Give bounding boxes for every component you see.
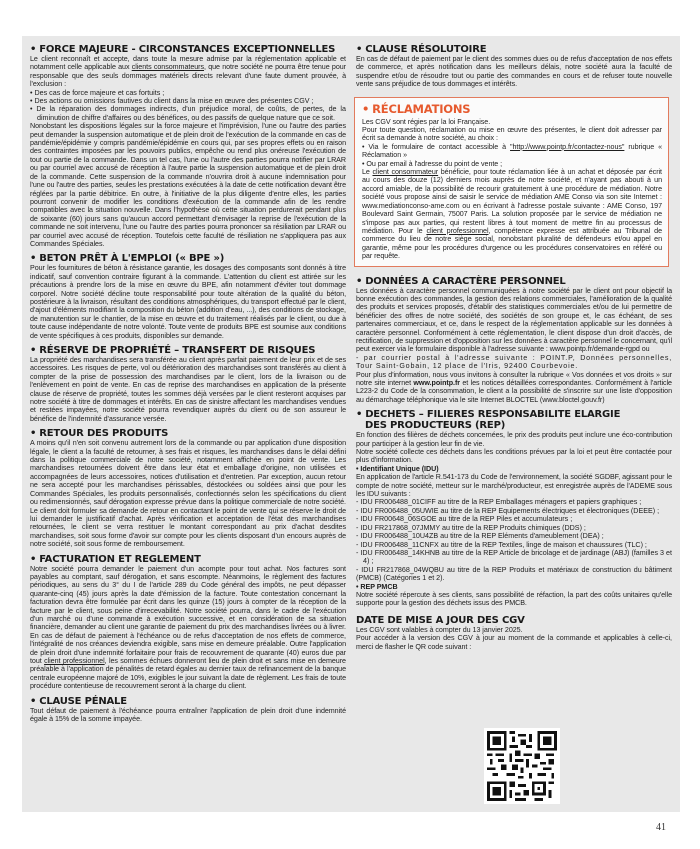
section-body: Pour plus d'information, nous vous invitons à consulter la rubrique « Vos données et vos droits » sur notre site internet www.pointp.fr et les notices détaillées correspondantes. Conformément à l'article L223-2 du Code de la consommation, le client a la possibilité de s'inscrire sur une liste d'opposition au démarchage téléphonique via le site Internet BLOCTEL (www.bloctel.gouv.fr)	[356, 370, 672, 404]
list-item: - IDU FR006488_01CIFF au titre de la REP Emballages ménagers et papiers graphiques ;	[356, 498, 642, 507]
link-client-professionnel[interactable]: client professionnel	[426, 226, 489, 235]
pmcb-body: Notre société répercute à ses clients, sans possibilité de réfaction, la part des coûts unitaires qu'elle supporte pour la gestion des déchets issus des PMCB.	[356, 590, 672, 608]
idu-list	[356, 498, 672, 582]
pmcb-heading: • REP PMCB	[356, 582, 398, 591]
section-body: Notre société collecte ces déchets dans les conditions prévues par la loi et peut être contactée pour plus d'information.	[356, 448, 672, 465]
section-body: Notre société pourra demander le paiement d'un acompte pour tout achat. Nos factures sont payables au comptant, sauf dérogation, et sans escompte. Néanmoins, le règlement des factures périodiques, au sens du 3° du I de l'article 289 du Code général des impôts, ne peut dépasser quarante-cinq (45) jours après la date d'émission de la facture. Toute contestation concernant la facturation devra être formulée par écrit dans les quinze (15) jours à compter de la réception de la facture par le client, sous peine d'irrecevabilité. Notre société pourra, dans le cadre de l'exécution d'un marché ou d'une commande à exécution successive, et en considération de sa situation financière, demander au client une garantie de paiement du prix des marchandises livrées ou à livrer. En cas de défaut de paiement à l'échéance ou de refus d'acceptation de nos effets de commerce, l'intégralité de nos créances deviendra exigible, sans mise en demeure préalable. Outre l'application de plein droit d'une indemnité forfaitaire pour frais de recouvrement de quarante (40) euros due par tout client professionnel, les sommes échues donneront lieu de plein droit et sans mise en demeure préalable à l'application de pénalités de retard égales au dernier taux de refinancement de la banque centrale européenne majoré de 10%, exigibles le jour suivant la date de règlement. Les frais de toute procédure contentieuse de recouvrement seront à la charge du client.	[30, 564, 346, 691]
section-dechets-rep	[356, 409, 672, 608]
section-mise-a-jour	[356, 615, 672, 651]
link-pointp-site[interactable]: www.pointp.fr	[413, 379, 461, 387]
exclusions-list	[30, 89, 346, 123]
section-force-majeure	[30, 44, 346, 248]
reclamations-box	[354, 97, 669, 267]
link-client-consommateur[interactable]: client consommateur	[372, 168, 439, 177]
right-column	[356, 44, 672, 656]
reclamations-body: Le client consommateur bénéficie, pour toute réclamation liée à un achat et déposée par écrit au cours des douze (12) derniers mois auprès de notre société, et n'ayant pas abouti à un accord amiable, de la possibilité de recourir gratuitement à une procédure de médiation. Notre société vous propose ainsi de saisir le service de médiation AME Conso via son site Internet : www.mediationconso-ame.com ou en écrivant à l'adresse postale suivante : AME Conso, 197 Boulevard Saint Germain, 75007 Paris. La solution proposée par le service de médiation ne s'impose pas aux parties, qui restent libres à tout moment de mettre fin au processus de médiation. Pour le client professionnel, compétence expresse est attribuée au Tribunal de commerce du lieu de notre siège social, nonobstant pluralité de défendeurs et/ou appel en garantie, même pour les procédures d'urgence ou les procédures conservatoires en référé ou par requête.	[362, 168, 662, 261]
section-title: • DECHETS – FILIERES RESPONSABILITE ELARGIE DES PRODUCTEURS (REP)	[356, 409, 621, 432]
qr-code-icon[interactable]	[484, 728, 560, 804]
section-clause-penale	[30, 696, 346, 724]
list-item: - IDU FR217868_07JMMY au titre de la REP Produits chimiques (DDS) ;	[356, 523, 586, 532]
reclamations-line: Pour toute question, réclamation ou mise en œuvre des présentes, le client doit adresser par écrit sa demande à notre société, au choix :	[362, 126, 662, 143]
section-body: La propriété des marchandises sera transférée au client après parfait paiement de leur prix et de ses accessoires. Les risques de perte, vol ou détérioration des marchandises sont transférés au client à compter de la prise de possession des marchandises par le client, lors de la livraison ou de l'enlèvement en point de vente. En cas de reprise des marchandises en application de la présente clause de réserve de propriété, toutes les sommes déjà versées par le client resteront acquises par notre société à titre de dommages et intérêts. En cas de sinistre affectant les marchandises vendues et restées impayées, notre société pourra revendiquer auprès du client ou de son assureur le bénéfice de l'indemnité d'assurance versée.	[30, 356, 346, 423]
reclamations-item: • Ou par email à l'adresse du point de vente ;	[362, 159, 503, 168]
section-body: En cas de défaut de paiement par le client des sommes dues ou de refus d'acceptation de nos effets de commerce, et après notification dans les meilleurs délais, notre société aura la faculté de suspendre et/ou de résoudre tout ou partie des commandes en cours et de refuser toute nouvelle vente sans préjudice de tous dommages et intérêts.	[356, 55, 672, 89]
list-item: - IDU FR006488_11CNFX au titre de la REP Textiles, linge de maison et chaussures (TLC) ;	[356, 540, 647, 549]
section-body: Tout défaut de paiement à l'échéance pourra entraîner l'application de plein droit d'une indemnité égale à 15% de la somme impayée.	[30, 706, 346, 724]
section-body: Les données à caractère personnel communiquées à notre société par le client ont pour objectif la bonne exécution des commandes, la gestion des relations commerciales, l'amélioration de la qualité des produits et services proposés, d'établir des statistiques commerciales et/ou de lui permettre de bénéficier des offres de notre société, des sociétés de son groupe et, le cas échéant, de ses partenaires commerciaux, et ce, dans le respect de la réglementation applicable sur les données à caractère personnel. Conformément à cette réglementation, le client dispose d'un droit d'accès, de rectification, de suppression et d'opposition sur les données à caractère personnel le concernant, qu'il peut exercer via le formulaire disponible à l'adresse suivante : www.pointp.fr/demande-rgpd ou	[356, 286, 672, 354]
list-item: - IDU FR00648_06SGOE au titre de la REP Piles et accumulateurs ;	[356, 515, 573, 524]
reclamations-item: • Via le formulaire de contact accessible à "http://www.pointp.fr/contactez-nous" rubrique « Réclamation »	[362, 142, 662, 160]
cgv-panel	[22, 36, 680, 812]
link-contact-form[interactable]: "http://www.pointp.fr/contactez-nous"	[510, 142, 625, 151]
section-intro: Le client reconnaît et accepte, dans toute la mesure admise par la réglementation applicable et notamment celle applicable aux clients consommateurs, que notre société ne pourra être tenue pour responsable que des seuls dommages matériels directs relevant d'une faute dument prouvée, à l'exclusion :	[30, 55, 346, 89]
section-title: • CLAUSE RÉSOLUTOIRE	[356, 44, 487, 55]
idu-intro: En application de l'article R.541-173 du Code de l'environnement, la société SGDBF, agissant pour le compte de notre société, metteur sur le marché/producteur, est enregistrée auprès de l'ADEME sous les IDU suivants :	[356, 473, 672, 499]
section-title: • FACTURATION ET REGLEMENT	[30, 553, 201, 565]
reclamations-line: Les CGV sont régies par la loi Française.	[362, 117, 491, 126]
link-client-professionnel[interactable]: client professionnel	[44, 657, 105, 665]
list-item: - IDU FR217868_04WQBU au titre de la REP Produits et matériaux de construction du bâtiment (PMCB) (Catégories 1 et 2).	[356, 565, 672, 583]
section-retour-produits	[30, 428, 346, 548]
idu-heading: • Identifiant Unique (IDU)	[356, 464, 439, 473]
section-body: Pour les fournitures de béton à résistance garantie, les dosages des composants sont donnés à titre indicatif, sauf convention contraire figurant à la commande. L'attention du client est attirée sur les précautions à prendre lors de la mise en œuvre du BPE, afin notamment d'éviter tout dommage corporel. Notre société décline toute responsabilité pour toute altération de la qualité du béton, postérieure à la livraison, résultant des conditions atmosphériques, du transport effectué par le client, d'ajout d'éléments modifiant la composition du béton (addition d'eau, ...), des conditions de stockage, de manutention sur le chantier, de la mise en œuvre et du traitement réalisés par le client, ou due à toute cause indépendante de notre volonté. Toute vente de produits BPE est soumise aux conditions de vente spécifiques à ces produits, disponibles sur demande.	[30, 264, 346, 340]
section-title: • RÉSERVE DE PROPRIÉTÉ – TRANSFERT DE RISQUES	[30, 345, 316, 356]
section-body: A moins qu'il n'en soit convenu autrement lors de la commande ou par application d'une disposition légale, le client a la faculté de retourner, à ses frais et risques, les marchandises dans le délai défini dans la politique commerciale de notre société, notamment affichée en point de vente. Les marchandises retournées doivent être dans leur état et emballage d'origine, non utilisées et accompagnées de leurs accessoires, notices d'utilisation et d'entretien. Par exception, aucun retour ne sera accepté pour les marchandises périssables, déstockées ou soldées ainsi que pour les Commandes Spéciales, les produits personnalisés, confectionnés selon les spécifications du client ou redimensionnés, sauf dérogation expresse prévue dans la politique commerciale de notre société. Le client doit formuler sa demande de retour en contactant le point de vente qui se réserve le droit de lui demander le justificatif d'achat. Après vérification et acceptation de l'état des marchandises retournées, le client se verra restituer le montant correspondant au prix d'achat desdites marchandises, soit sous forme d'avoir sur compte pour les clients disposant d'un encours auprès de notre société, soit sous forme de remboursement.	[30, 439, 346, 549]
page-number: 41	[656, 822, 666, 833]
section-facturation	[30, 554, 346, 691]
section-title: • CLAUSE PÉNALE	[30, 695, 127, 707]
section-title: • RÉCLAMATIONS	[362, 101, 471, 116]
list-item: • Des cas de force majeure et cas fortuits ;	[30, 88, 165, 97]
section-bpe	[30, 253, 346, 340]
list-item: - IDU FR006488_10U4ZB au titre de la REP Eléments d'ameublement (DEA) ;	[356, 532, 604, 541]
postal-address: - par courrier postal à l'adresse suivante : POINT.P, Données personnelles, Tour Saint-Gobain, 12 place de l'Iris, 92400 Courbevoie.	[356, 353, 672, 371]
left-column	[30, 44, 346, 728]
list-item: • De la réparation des dommages indirects, d'un préjudice moral, de coûts, de pertes, de la diminution de chiffre d'affaires ou des bénéfices, ou des passifs de quelque nature que ce soit.	[30, 105, 346, 122]
link-clients-consommateurs[interactable]: clients consommateurs	[131, 63, 205, 72]
section-body: Pour accéder à la version des CGV à jour au moment de la commande et applicables à celle-ci, merci de flasher le QR code suivant :	[356, 634, 672, 651]
section-reserve-propriete	[30, 345, 346, 423]
section-body: Les CGV sont valables à compter du 13 janvier 2025.	[356, 625, 523, 634]
section-title: • FORCE MAJEURE - CIRCONSTANCES EXCEPTIONNELLES	[30, 44, 336, 55]
section-title: • BETON PRÊT À L'EMPLOI (« BPE »)	[30, 253, 225, 265]
section-donnees-personnelles	[356, 276, 672, 405]
list-item: - IDU FR006488_05UWIE au titre de la REP Equipements électriques et électroniques (DEEE) ;	[356, 506, 660, 515]
section-title: • RETOUR DES PRODUITS	[30, 428, 169, 440]
section-title: DATE DE MISE A JOUR DES CGV	[356, 614, 525, 626]
section-clause-resolutoire	[356, 44, 672, 89]
list-item: - IDU FR006488_14KHNB au titre de la REP Article de bricolage et de jardinage (ABJ) (familles 3 et 4) ;	[356, 548, 672, 566]
list-item: • Des actions ou omissions fautives du client dans la mise en œuvre des présentes CGV ;	[30, 97, 314, 106]
section-body: Nonobstant les dispositions légales sur la force majeure et l'imprévision, l'une ou l'autre des parties peut demander la suspension automatique et de plein droit de l'exécution de la commande en cas de pandémie/épidémie y compris pandémie/épidémie en cours qui, par ses propres effets ou en raison des contraintes imposées par les pouvoirs publics, empêche ou rend plus onéreuse l'exécution de tout ou partie de la commande. Dans un tel cas, l'une ou l'autre des parties pourra notifier par LRAR ou par courriel avec accusé de réception à l'autre partie la suspension automatique et de plein droit de la commande. Cette suspension de la commande n'ouvrira droit à aucune indemnisation pour l'une ou l'autre des parties, seules les prestations exécutées à la date de cette notification devant être réglées par la partie débitrice. En outre, à l'initiative de la plus diligente d'entre elles, les parties pourront convenir de modifier les conditions d'exécution de la commande afin de les rendre compatibles avec la situation nouvelle. Dans l'hypothèse où cette situation perdurerait pendant plus de soixante (60) jours sans qu'aucun accord permettant d'envisager la reprise de l'exécution de la commande ne soit intervenu, l'une ou l'autre des parties pourra prononcer sa résiliation par LRAR ou par courriel avec accusé de réception. Toutefois cette faculté de résiliation ne s'appliquera pas aux Commandes Spéciales.	[30, 122, 346, 248]
section-body: En fonction des filières de déchets concernées, le prix des produits peut inclure une éco-contribution pour participer à la gestion leur fin de vie.	[356, 431, 672, 448]
section-title: • DONNÉES A CARACTÈRE PERSONNEL	[356, 275, 566, 287]
